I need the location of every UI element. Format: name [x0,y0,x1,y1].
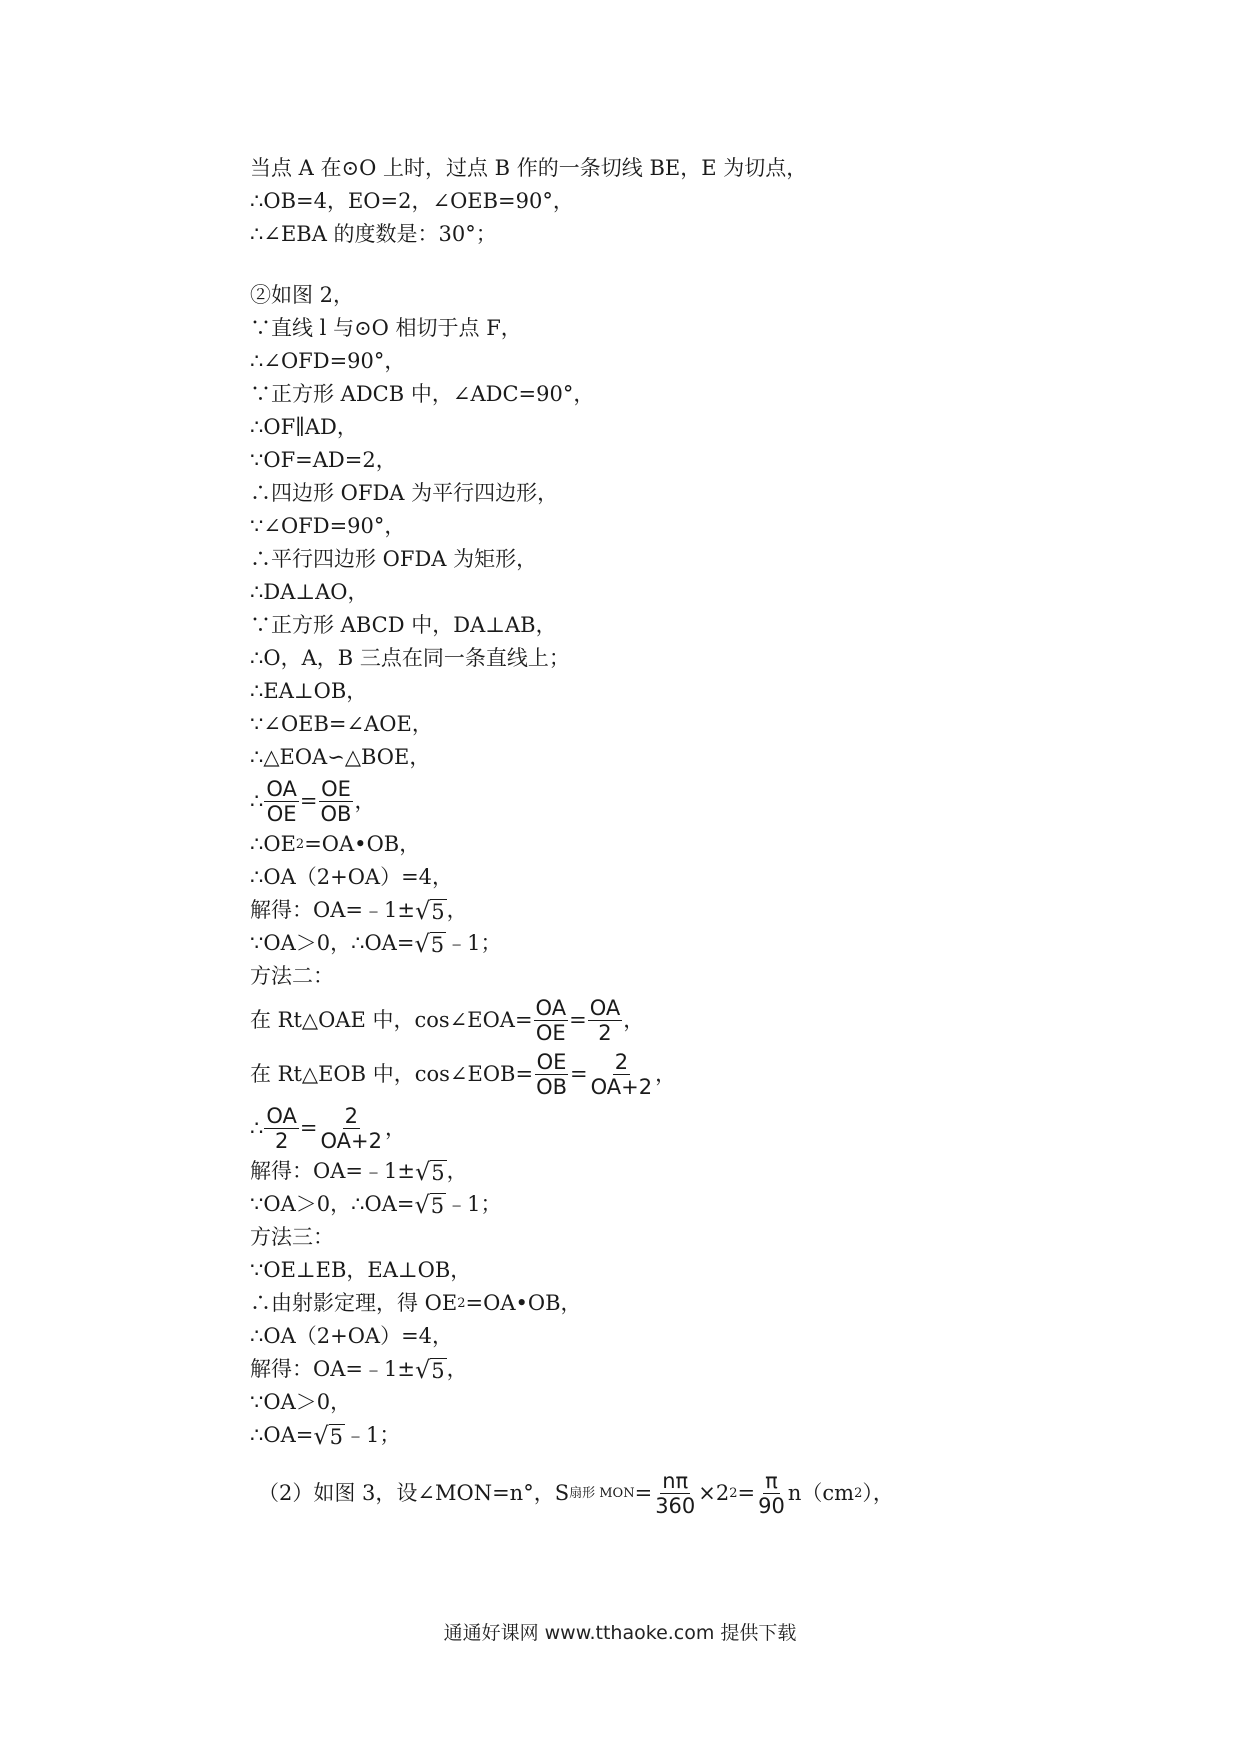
solution-line: 解得：OA=﹣1± √ 5 ， [250,1157,468,1186]
text-line: ∴△EOA∽△BOE， [250,745,431,769]
fraction: $\frac{2}{OA+2}$ [320,1103,382,1153]
text-line: ∵∠OEB=∠AOE， [250,712,433,736]
text-line: ∵OE⊥EB，EA⊥OB， [250,1258,472,1282]
fraction: $\frac{2}{OA+2}$ [590,1049,653,1099]
fraction: $\frac{n\pi}{360}$ [655,1468,696,1518]
solution-line: ∵OA＞0，∴OA= √ 5 ﹣1； [250,929,502,958]
fraction-equation: ∴ $\frac{OA}{2}$ = $\frac{2}{OA+2}$ ， [250,1103,406,1153]
sqrt: √ 5 [414,1157,445,1186]
text-line: ∴∠EBA 的度数是：30°； [250,222,497,246]
footer-credit: 通通好课网 www.tthaoke.com 提供下载 [443,1622,797,1644]
fraction: $\frac{OA}{2}$ [266,1103,297,1153]
solution-line: ∵OA＞0，∴OA= √ 5 ﹣1； [250,1190,502,1219]
sector-area-equation: （2）如图 3，设∠MON=n°，S 扇形 MON = $\frac{n\pi}{360}$ ×2 2 = $\frac{\pi}{90}$ n（cm 2 ）， [258,1468,894,1518]
text-line: ∴OA（2+OA）=4， [250,1324,454,1348]
text-line: ∵OA＞0， [250,1390,352,1414]
cos-equation: 在 Rt△OAE 中，cos∠EOA= $\frac{OA}{OE}$ = $\frac{OA}{2}$ ， [250,995,645,1045]
fraction: $\frac{OA}{OE}$ [266,776,297,826]
text-line: ∵正方形 ADCB 中，∠ADC=90°， [250,382,595,406]
fraction: $\frac{OA}{OE}$ [535,995,567,1045]
text-line: ∴OE 2 =OA•OB， [250,832,421,856]
text-line: ∴DA⊥AO， [250,580,369,604]
text-line: ∴OF∥AD， [250,415,358,439]
fraction: $\frac{OE}{OB}$ [320,776,352,826]
sqrt: √ 5 [414,896,445,925]
cos-equation: 在 Rt△EOB 中，cos∠EOB= $\frac{OE}{OB}$ = $\frac{2}{OA+2}$ ， [250,1049,677,1099]
fraction: $\frac{OE}{OB}$ [536,1049,568,1099]
sqrt: √ 5 [414,929,445,958]
sqrt: √ 5 [414,1355,445,1384]
text-line: ∵直线 l 与⊙O 相切于点 F， [250,316,522,340]
fraction-equation: ∴ $\frac{OA}{OE}$ = $\frac{OE}{OB}$ ， [250,776,376,826]
text-line: ∴由射影定理，得 OE 2 =OA•OB， [250,1291,582,1315]
text-line: 方法三： [250,1225,334,1249]
text-line: ∴四边形 OFDA 为平行四边形， [250,481,559,505]
sqrt: √ 5 [313,1421,344,1450]
sqrt: √ 5 [414,1190,445,1219]
solution-line: 解得：OA=﹣1± √ 5 ， [250,1355,468,1384]
text-line: ∵正方形 ABCD 中，DA⊥AB， [250,613,557,637]
text-line: ∴OB=4，EO=2，∠OEB=90°， [250,189,574,213]
text-line: ∴OA（2+OA）=4， [250,865,454,889]
text-line: ∵∠OFD=90°， [250,514,406,538]
solution-text [250,152,1150,1520]
solution-line: ∴OA= √ 5 ﹣1； [250,1421,401,1450]
fraction: $\frac{OA}{2}$ [589,995,621,1045]
text-line: ∴∠OFD=90°， [250,349,406,373]
text-line: ∵OF=AD=2， [250,448,397,472]
text-line: ∴EA⊥OB， [250,679,368,703]
text-line: ∴O，A，B 三点在同一条直线上； [250,646,570,670]
text-line: ②如图 2， [250,283,355,307]
text-line: 方法二： [250,964,334,988]
fraction: $\frac{\pi}{90}$ [758,1468,785,1518]
text-line: ∴平行四边形 OFDA 为矩形， [250,547,538,571]
text-line: 当点 A 在⊙O 上时，过点 B 作的一条切线 BE，E 为切点， [250,156,808,180]
solution-line: 解得：OA=﹣1± √ 5 ， [250,896,468,925]
